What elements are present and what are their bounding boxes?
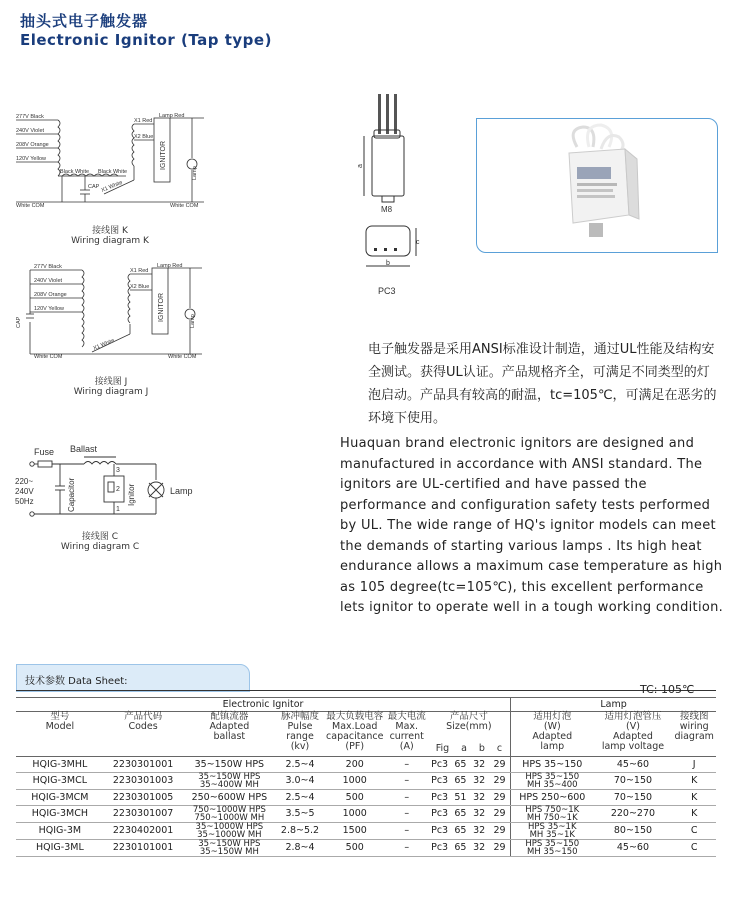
c-voltage-3: 50Hz	[15, 497, 34, 506]
cell-b: 32	[469, 790, 489, 806]
cell-code: 2230301007	[104, 806, 183, 823]
cell-a: 65	[451, 773, 469, 790]
cell-lamp-line1: HPS 35~150	[525, 772, 580, 782]
hdr-lamp-cn: 适用灯泡	[533, 711, 572, 722]
group-header-row	[16, 698, 716, 712]
c-voltage-2: 240V	[15, 487, 34, 496]
wiring-diagram-k	[14, 110, 214, 215]
cell-voltage: 45~60	[594, 757, 673, 773]
c-ignitor: Ignitor	[127, 483, 136, 506]
cell-b: 32	[469, 840, 489, 857]
hdr-lamp-en2: Adapted	[532, 731, 573, 742]
cell-c: 29	[489, 840, 511, 857]
cell-lamp	[511, 823, 594, 840]
cell-ballast	[182, 757, 276, 773]
diagram-c-caption-en: Wiring diagram C	[60, 542, 140, 552]
j-cap: CAP	[16, 316, 22, 328]
cell-current: –	[386, 823, 428, 840]
product-photo	[477, 119, 717, 252]
wiring-diagram-j	[12, 262, 212, 367]
cell-lamp	[511, 790, 594, 806]
cell-ballast-line1: 35~1000W HPS	[195, 822, 264, 832]
cell-load: 500	[324, 790, 386, 806]
c-pin-3: 3	[116, 467, 120, 474]
datasheet-rows	[16, 757, 716, 857]
cell-a: 65	[451, 840, 469, 857]
table-row	[16, 773, 716, 790]
c-voltage-1: 220~	[15, 477, 34, 486]
table-row	[16, 757, 716, 773]
j-lamp-red: Lamp Red	[157, 263, 183, 269]
datasheet-tab	[16, 664, 250, 692]
cell-code: 2230301005	[104, 790, 183, 806]
cell-ballast	[182, 840, 276, 857]
cell-code: 2230301001	[104, 757, 183, 773]
cell-wiring: C	[672, 823, 716, 840]
column-header-row	[16, 712, 716, 757]
hdr-wiring-cn: 接线图	[679, 711, 709, 722]
cell-fig: Pc3	[428, 823, 452, 840]
cell-ballast-line2: 750~1000W MH	[194, 813, 265, 823]
cell-model: HQIG-3MHL	[16, 757, 104, 773]
cell-wiring: K	[672, 790, 716, 806]
cell-c: 29	[489, 757, 511, 773]
cell-load: 1000	[324, 806, 386, 823]
cell-a: 51	[451, 790, 469, 806]
k-tap-120: 120V Yellow	[16, 156, 46, 162]
cell-ballast-line2: 35~1000W MH	[197, 830, 262, 840]
cell-lamp	[511, 806, 594, 823]
hdr-voltage-en3: lamp voltage	[601, 741, 665, 752]
cell-model: HQIG-3MCM	[16, 790, 104, 806]
k-tap-208: 208V Orange	[16, 142, 49, 148]
hdr-size-en: Size(mm)	[446, 721, 492, 732]
cell-load: 200	[324, 757, 386, 773]
cell-b: 32	[469, 773, 489, 790]
cell-ballast	[182, 806, 276, 823]
cell-lamp-line1: HPS 35~150	[525, 839, 580, 849]
hdr-lamp-en1: (W)	[543, 721, 561, 732]
cell-pulse: 2.8~5.2	[276, 823, 324, 840]
hdr-current-cn: 最大电流	[387, 711, 426, 722]
hdr-b: b	[478, 743, 485, 754]
j-ignitor: IGNITOR	[158, 292, 165, 322]
cell-current: –	[386, 840, 428, 857]
j-white-com-right: White COM	[168, 354, 197, 360]
cell-lamp	[511, 773, 594, 790]
datasheet-tab-label: 技术参数 Data Sheet:	[25, 676, 128, 687]
cell-c: 29	[489, 806, 511, 823]
hdr-current-en1: Max.	[395, 721, 419, 732]
c-pin-1: 1	[116, 506, 120, 513]
hdr-model-cn: 型号	[50, 711, 70, 722]
page-title-en: Electronic Ignitor (Tap type)	[20, 31, 272, 49]
cell-model: HQIG-3MCH	[16, 806, 104, 823]
cell-fig: Pc3	[428, 790, 452, 806]
c-capacitor: Capacitor	[67, 477, 76, 512]
cell-lamp	[511, 840, 594, 857]
cell-b: 32	[469, 806, 489, 823]
cell-fig: Pc3	[428, 806, 452, 823]
cell-ballast-line2: 35~150W MH	[199, 847, 259, 857]
hdr-load-en1: Max.Load	[332, 721, 378, 732]
cell-current: –	[386, 790, 428, 806]
c-fuse: Fuse	[34, 447, 55, 457]
diagram-k-caption-en: Wiring diagram K	[71, 236, 149, 246]
hdr-lamp-en3: lamp	[540, 741, 565, 752]
cell-current: –	[386, 757, 428, 773]
k-black-white-2: Black White	[98, 169, 128, 175]
cell-lamp-line2: MH 35~150	[526, 847, 578, 857]
k-tap-240: 240V Violet	[16, 128, 45, 134]
cell-pulse: 3.5~5	[276, 806, 324, 823]
c-lamp: Lamp	[170, 486, 193, 496]
hdr-ballast-en1: Adapted	[209, 721, 250, 732]
j-white-com-left: White COM	[34, 354, 63, 360]
hdr-current-en2: current	[389, 731, 424, 742]
k-white-com-left: White COM	[16, 203, 45, 209]
hdr-current-en3: (A)	[399, 741, 414, 752]
cell-pulse: 3.0~4	[276, 773, 324, 790]
group-lamp: Lamp	[511, 698, 716, 712]
hdr-wiring-en1: wiring	[679, 721, 709, 732]
k-lamp-red: Lamp Red	[159, 113, 185, 119]
hdr-codes-cn: 产品代码	[124, 711, 163, 722]
j-lamp: Lamp	[190, 314, 196, 328]
cell-ballast-line1: 250~600W HPS	[191, 791, 268, 803]
dim-c: c	[416, 239, 420, 246]
table-row	[16, 823, 716, 840]
page-title-cn: 抽头式电子触发器	[20, 12, 149, 30]
cell-model: HQIG-3ML	[16, 840, 104, 857]
cell-lamp	[511, 757, 594, 773]
hdr-fig: Fig	[435, 743, 450, 754]
cell-wiring: K	[672, 806, 716, 823]
k-cap: CAP	[88, 184, 100, 190]
cell-current: –	[386, 773, 428, 790]
cell-voltage: 70~150	[594, 773, 673, 790]
datasheet-divider	[16, 690, 716, 691]
diagram-k-caption-cn: 接线图 K	[92, 226, 128, 236]
cell-current: –	[386, 806, 428, 823]
j-tap-120: 120V Yellow	[34, 306, 64, 312]
housing-m8-drawing	[352, 88, 432, 218]
cell-ballast-line2: 35~400W MH	[199, 780, 259, 790]
k-black-white: Black White	[60, 169, 90, 175]
hdr-wiring-en2: diagram	[674, 731, 714, 742]
cell-pulse: 2.8~4	[276, 840, 324, 857]
cell-fig: Pc3	[428, 840, 452, 857]
cell-load: 1000	[324, 773, 386, 790]
cell-code: 2230402001	[104, 823, 183, 840]
product-photo-frame	[476, 118, 718, 253]
cell-lamp-line2: MH 35~1K	[529, 830, 575, 840]
cell-ballast	[182, 823, 276, 840]
hdr-pulse-en1: Pulse	[287, 721, 313, 732]
k-x1-white: X1 White	[100, 179, 124, 194]
j-tap-277: 277V Black	[34, 264, 62, 270]
cell-wiring: C	[672, 840, 716, 857]
k-x1-red: X1 Red	[134, 118, 153, 124]
cell-a: 65	[451, 806, 469, 823]
cell-b: 32	[469, 823, 489, 840]
table-row	[16, 790, 716, 806]
hdr-voltage-en1: (V)	[625, 721, 640, 732]
k-ignitor: IGNITOR	[160, 140, 167, 170]
description-en: Huaquan brand electronic ignitors are designed and manufactured in accordance with ANSI standard. The ignitors are UL-certified and have passed the performance and configuration safety tests performed by UL. The wide range of HQ's ignitor models can meet the demands of starting various lamps . Its high heat endurance allows a maximum case temperature as high as 105 degree(tc=105℃), this excellent performance lets ignitor to operate well in a tough working condition.	[340, 436, 724, 615]
hdr-c: c	[496, 743, 503, 754]
hdr-load-en2: capacitance	[326, 731, 384, 742]
cell-lamp-line1: HPS 750~1K	[525, 805, 580, 815]
hdr-pulse-cn: 脉冲幅度	[280, 711, 319, 722]
cell-ballast-line1: 750~1000W HPS	[192, 805, 266, 815]
cell-lamp-line2: MH 35~400	[526, 780, 578, 790]
cell-a: 65	[451, 823, 469, 840]
cell-fig: Pc3	[428, 773, 452, 790]
table-row	[16, 806, 716, 823]
cell-lamp-line1: HPS 250~600	[519, 791, 586, 803]
cell-fig: Pc3	[428, 757, 452, 773]
cell-ballast	[182, 773, 276, 790]
cell-load: 500	[324, 840, 386, 857]
cell-c: 29	[489, 773, 511, 790]
hdr-pulse-en3: (kv)	[290, 741, 310, 752]
description-cn: 电子触发器是采用ANSI标准设计制造，通过UL性能及结构安全测试。获得UL认证。产品规格齐全，可满足不同类型的灯泡启动。产品具有较高的耐温，tc=105℃，可满足在恶劣的环境下使用。	[368, 342, 717, 426]
hdr-ballast-cn: 配镇流器	[210, 711, 249, 722]
cell-b: 32	[469, 757, 489, 773]
k-tap-277: 277V Black	[16, 114, 44, 120]
cell-model: HQIG-3M	[16, 823, 104, 840]
cell-pulse: 2.5~4	[276, 757, 324, 773]
cell-voltage: 220~270	[594, 806, 673, 823]
hdr-ballast-en2: ballast	[213, 731, 246, 742]
group-electronic-ignitor: Electronic Ignitor	[16, 698, 511, 712]
cell-voltage: 70~150	[594, 790, 673, 806]
dim-b: b	[386, 260, 390, 267]
c-pin-2: 2	[116, 486, 120, 493]
wiring-diagram-c	[14, 440, 214, 530]
cell-lamp-line1: HPS 35~150	[522, 758, 583, 770]
cell-ballast-line1: 35~150W HPS	[198, 772, 261, 782]
diagram-c-caption-cn: 接线图 C	[81, 532, 119, 542]
cell-code: 2230101001	[104, 840, 183, 857]
cell-lamp-line2: MH 750~1K	[526, 813, 578, 823]
cell-wiring: K	[672, 773, 716, 790]
cell-load: 1500	[324, 823, 386, 840]
k-white-com-right: White COM	[170, 203, 199, 209]
j-x2-blue: X2 Blue	[130, 284, 150, 290]
hdr-a: a	[461, 743, 467, 754]
c-ballast: Ballast	[70, 444, 98, 454]
table-row	[16, 840, 716, 857]
hdr-size-cn: 产品尺寸	[449, 711, 488, 722]
datasheet-table	[16, 697, 716, 857]
housing-pc3-drawing	[358, 222, 438, 297]
cell-voltage: 80~150	[594, 823, 673, 840]
hdr-voltage-cn: 适用灯泡管压	[604, 711, 662, 722]
cell-model: HQIG-3MCL	[16, 773, 104, 790]
m8-label: M8	[381, 205, 393, 214]
cell-ballast-line1: 35~150W HPS	[194, 758, 265, 770]
hdr-load-en3: (PF)	[345, 741, 365, 752]
diagram-j-caption-en: Wiring diagram J	[73, 387, 149, 397]
hdr-voltage-en2: Adapted	[613, 731, 653, 742]
k-x2-blue: X2 Blue	[134, 134, 154, 140]
cell-c: 29	[489, 790, 511, 806]
cell-wiring: J	[672, 757, 716, 773]
j-x1-red: X1 Red	[130, 268, 149, 274]
dim-a: a	[357, 164, 364, 168]
j-tap-240: 240V Violet	[34, 278, 63, 284]
hdr-codes-en: Codes	[128, 721, 158, 732]
cell-a: 65	[451, 757, 469, 773]
pc3-label: PC3	[378, 286, 396, 296]
j-tap-208: 208V Orange	[34, 292, 67, 298]
cell-code: 2230301003	[104, 773, 183, 790]
j-x1-white: X1 White	[92, 337, 116, 352]
cell-pulse: 2.5~4	[276, 790, 324, 806]
hdr-pulse-en2: range	[286, 731, 314, 742]
k-lamp: Lamp	[192, 166, 198, 180]
hdr-load-cn: 最大负载电容	[326, 711, 384, 722]
hdr-model-en: Model	[45, 721, 75, 732]
cell-lamp-line1: HPS 35~1K	[528, 822, 577, 832]
cell-c: 29	[489, 823, 511, 840]
cell-voltage: 45~60	[594, 840, 673, 857]
tc-note: TC: 105℃	[640, 683, 695, 696]
diagram-j-caption-cn: 接线图 J	[94, 377, 128, 387]
cell-ballast-line1: 35~150W HPS	[198, 839, 261, 849]
cell-ballast	[182, 790, 276, 806]
